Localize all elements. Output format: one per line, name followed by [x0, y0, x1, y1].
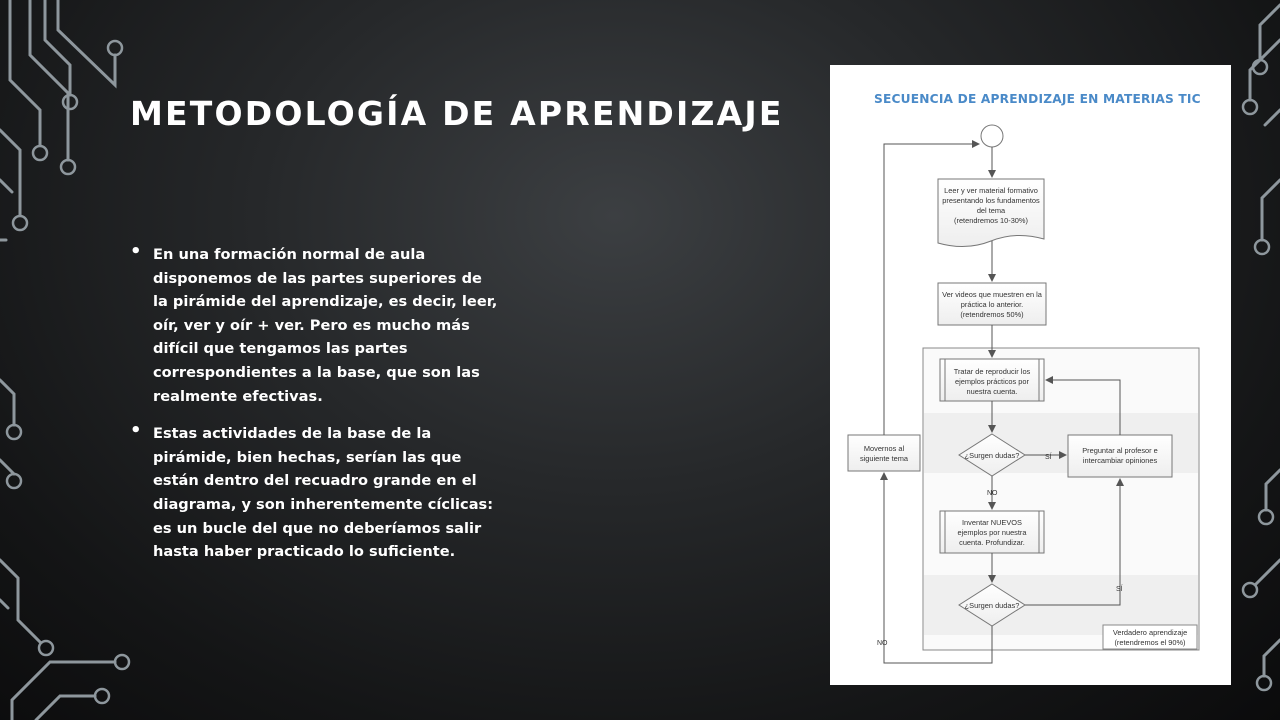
decision-2-label: ¿Surgen dudas? — [964, 601, 1020, 610]
bullet-dot-icon: • — [130, 241, 142, 262]
read-box-line: del tema — [976, 206, 1006, 215]
move-box-line: siguiente tema — [859, 454, 909, 463]
flowchart-diagram — [830, 65, 1231, 685]
invent-box-line: Inventar NUEVOS — [962, 518, 1022, 527]
circuit-decoration-left — [0, 0, 140, 720]
reproduce-box-line: Tratar de reproducir los — [953, 367, 1031, 376]
decision-1-label: ¿Surgen dudas? — [964, 451, 1020, 460]
move-box-line: Movernos al — [863, 444, 905, 453]
bullet-text: Estas actividades de la base de la pirámide, bien hechas, serían las que están dentro del recuadro grande en el diagrama, y son inherentemente cíclicas: es un bucle del que no deberíamos salir hasta haber practicado lo suficiente. — [153, 425, 494, 561]
real-learning-line: (retendremos el 90%) — [1114, 638, 1186, 647]
reproduce-box-line: ejemplos prácticos por — [955, 377, 1029, 386]
invent-box-line: cuenta. Profundizar. — [959, 538, 1025, 547]
bullet-item — [130, 243, 500, 408]
video-box-line: Ver videos que muestren en la — [942, 290, 1042, 299]
yes-label-2: SÍ — [1116, 586, 1123, 593]
video-box-line: (retendremos 50%) — [960, 310, 1024, 319]
invent-box-line: ejemplos por nuestra — [957, 528, 1027, 537]
no-label-2: NO — [877, 640, 888, 647]
bullet-dot-icon: • — [130, 420, 142, 442]
next-topic-box — [848, 435, 920, 471]
diagram-title: SECUENCIA DE APRENDIZAJE EN MATERIAS TIC — [874, 92, 1201, 106]
ask-box-line: Preguntar al profesor e — [1082, 446, 1158, 455]
video-box-line: práctica lo anterior. — [960, 300, 1024, 309]
reproduce-box-line: nuestra cuenta. — [966, 387, 1018, 396]
start-node — [981, 125, 1003, 147]
ask-box-line: intercambiar opiniones — [1082, 456, 1158, 465]
read-box-line: Leer y ver material formativo — [944, 186, 1038, 195]
yes-label-1: SÍ — [1045, 454, 1052, 461]
no-label-1: NO — [987, 490, 998, 497]
bullet-item — [130, 422, 500, 564]
bullet-list — [130, 243, 500, 578]
bullet-text: En una formación normal de aula disponemos de las partes superiores de la pirámide del aprendizaje, es decir, leer, oír, ver y oír + ver. Pero es mucho más difícil que tengamos las partes correspondientes a la base, que son las realmente efectivas. — [153, 246, 498, 405]
flowchart-figure — [830, 65, 1231, 685]
real-learning-line: Verdadero aprendizaje — [1112, 628, 1188, 637]
read-box-line: (retendremos 10-30%) — [954, 216, 1028, 225]
read-box-line: presentando los fundamentos — [942, 196, 1040, 205]
slide-title: METODOLOGÍA DE APRENDIZAJE — [130, 94, 784, 133]
